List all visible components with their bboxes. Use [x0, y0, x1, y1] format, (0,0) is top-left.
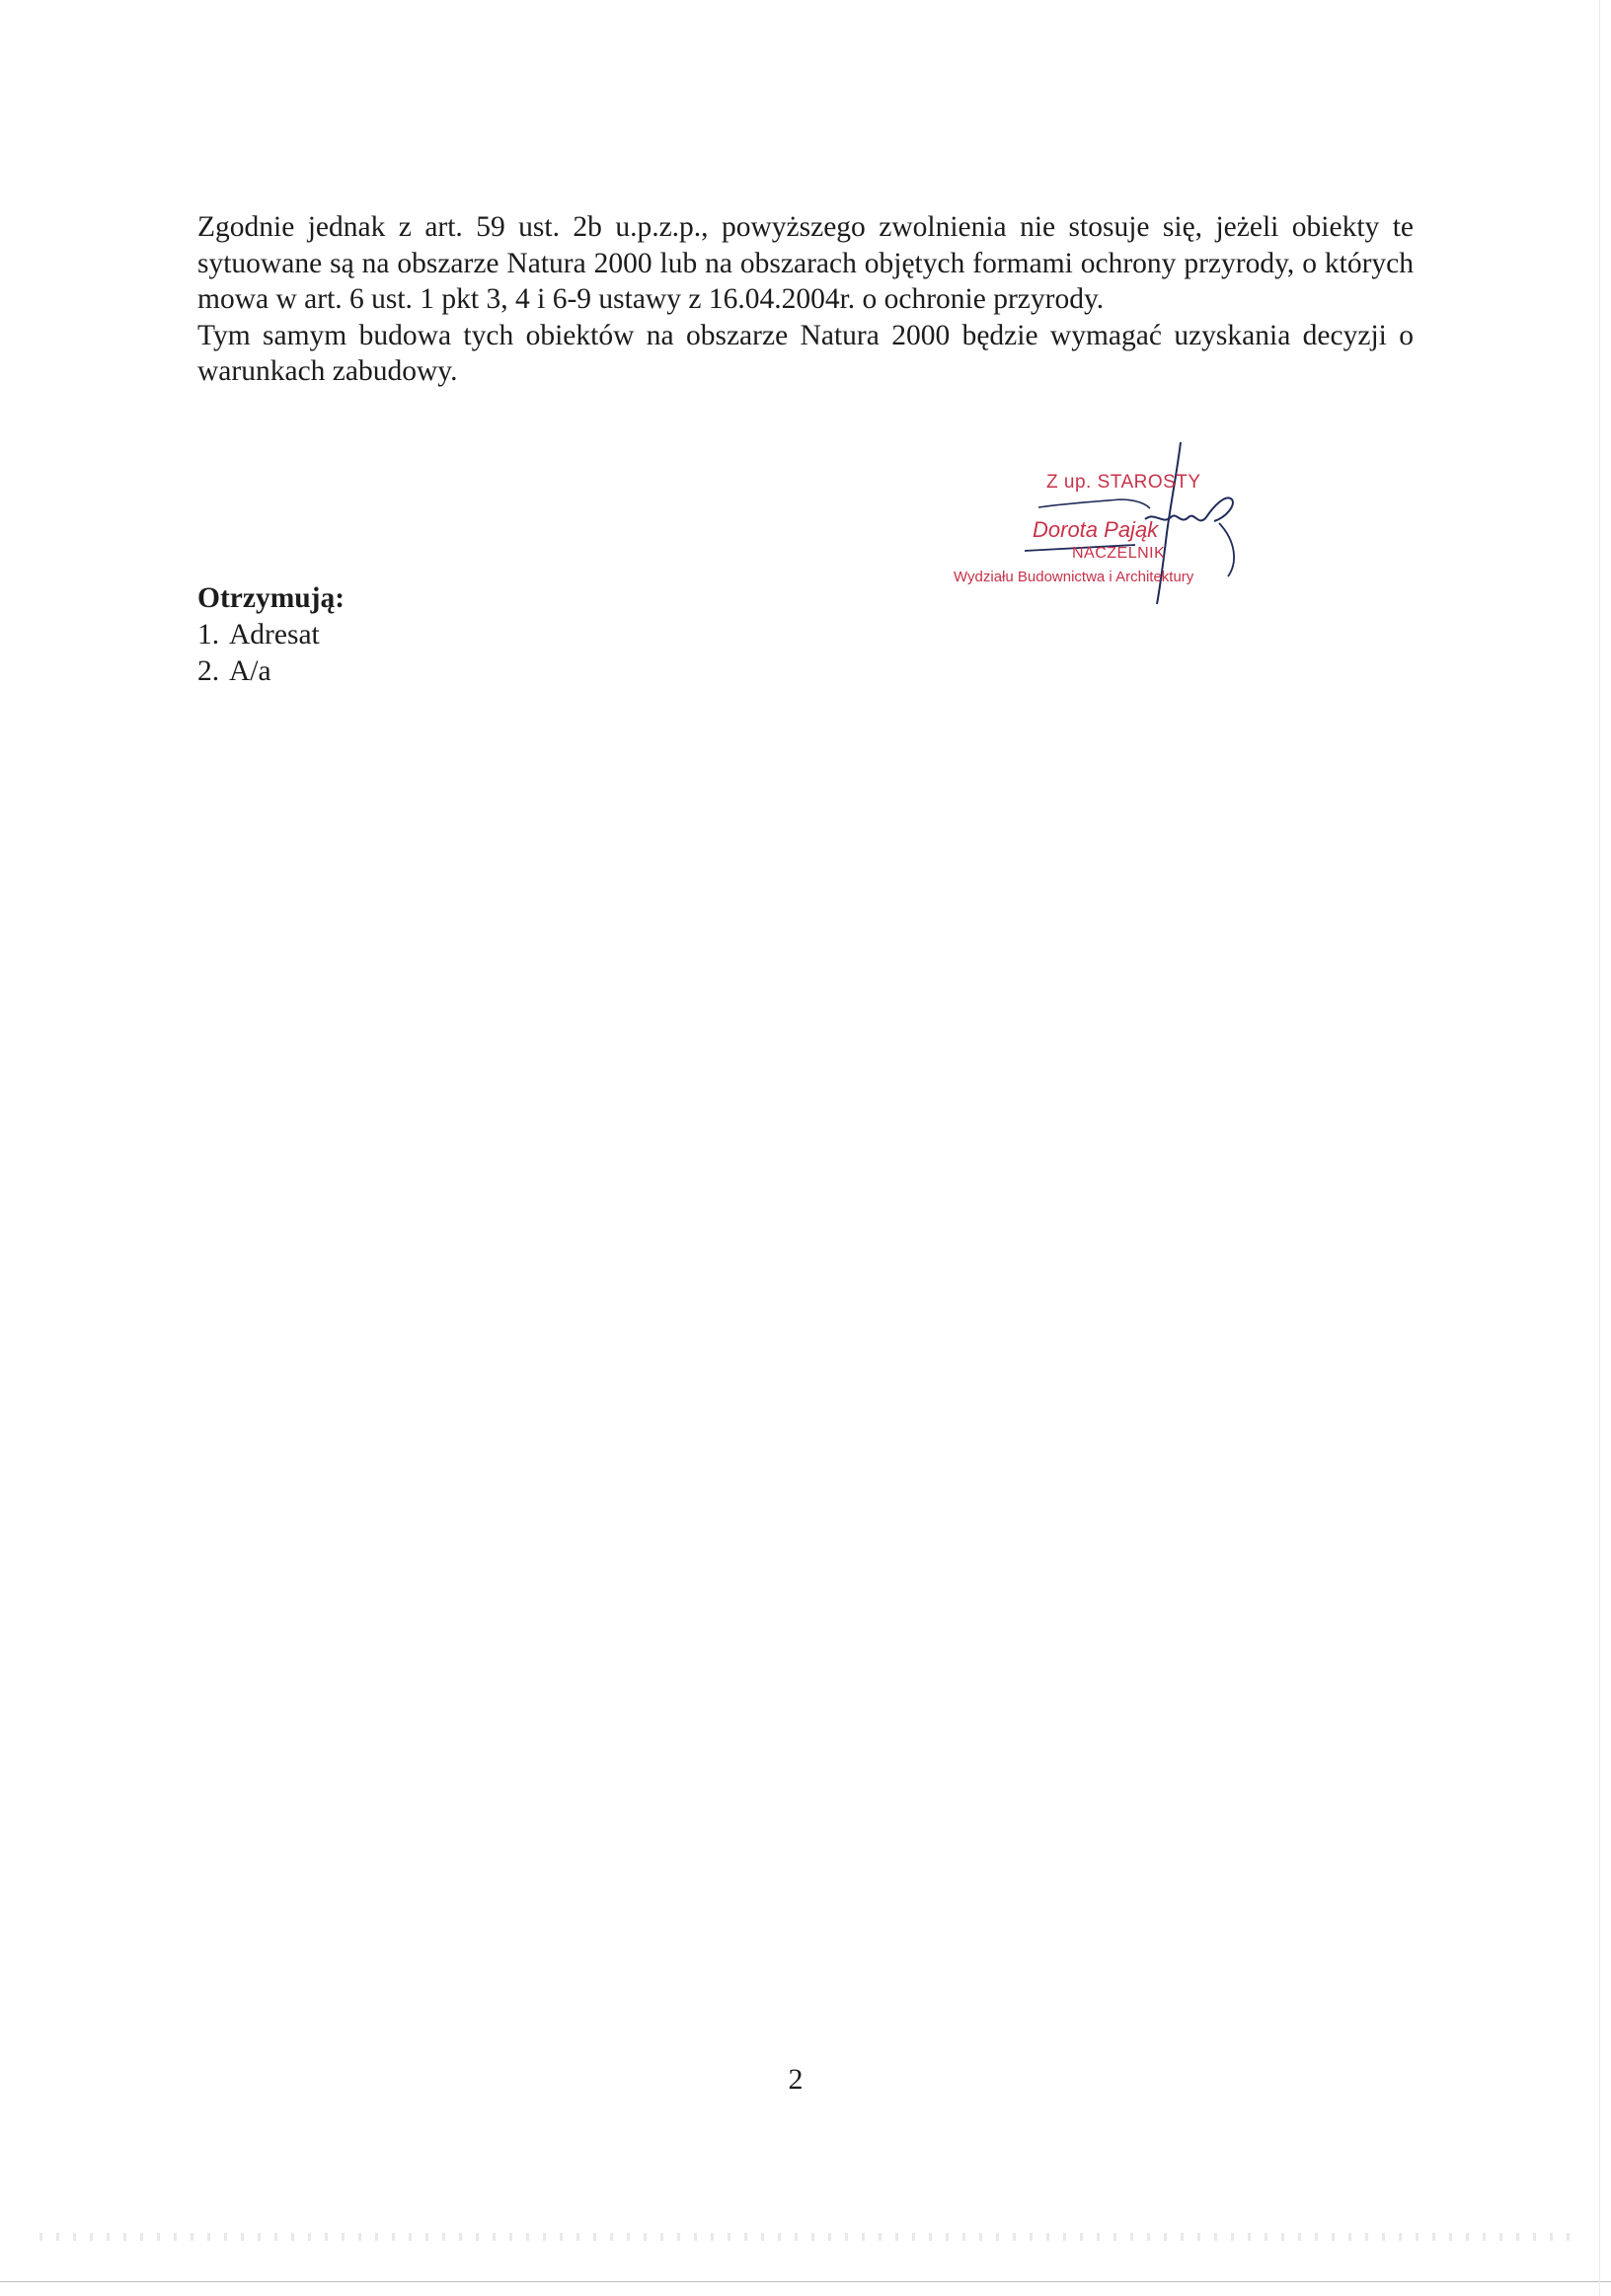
scan-artifact: [39, 2233, 1579, 2241]
page-number: 2: [788, 2063, 804, 2096]
recipients-list: [197, 617, 345, 690]
stamp-signer-name: Dorota Pająk: [1033, 517, 1159, 542]
body-text: [197, 209, 1414, 390]
stamp-position: NACZELNIK: [1072, 545, 1166, 562]
page-right-edge: [1599, 0, 1600, 2296]
recipients-heading: Otrzymują:: [197, 582, 345, 614]
recipient-item: [197, 653, 345, 690]
recipient-label: Adresat: [229, 619, 320, 651]
recipients-section: [197, 580, 345, 690]
recipient-number: 2.: [197, 655, 220, 687]
official-stamp: [948, 434, 1303, 612]
paragraph-natura-exemption: Zgodnie jednak z art. 59 ust. 2b u.p.z.p., powyższego zwolnienia nie stosuje się, jeżeli obiekty te sytuowane są na obszarze Natura 2000 lub na obszarach objętych formami ochrony przyrody, o których mowa w art. 6 ust. 1 pkt 3, 4 i 6-9 ustawy z 16.04.2004r. o ochronie przyrody.: [197, 211, 1414, 315]
recipient-number: 1.: [197, 619, 220, 651]
page-edge-divider: [0, 2281, 1611, 2282]
recipient-label: A/a: [229, 655, 271, 687]
paragraph-decision-required: Tym samym budowa tych obiektów na obszarze Natura 2000 będzie wymagać uzyskania decyzji o warunkach zabudowy.: [197, 319, 1414, 387]
stamp-authority-line: Z up. STAROSTY: [1046, 472, 1201, 493]
stamp-department: Wydziału Budownictwa i Architektury: [954, 569, 1194, 585]
recipient-item: [197, 617, 345, 653]
